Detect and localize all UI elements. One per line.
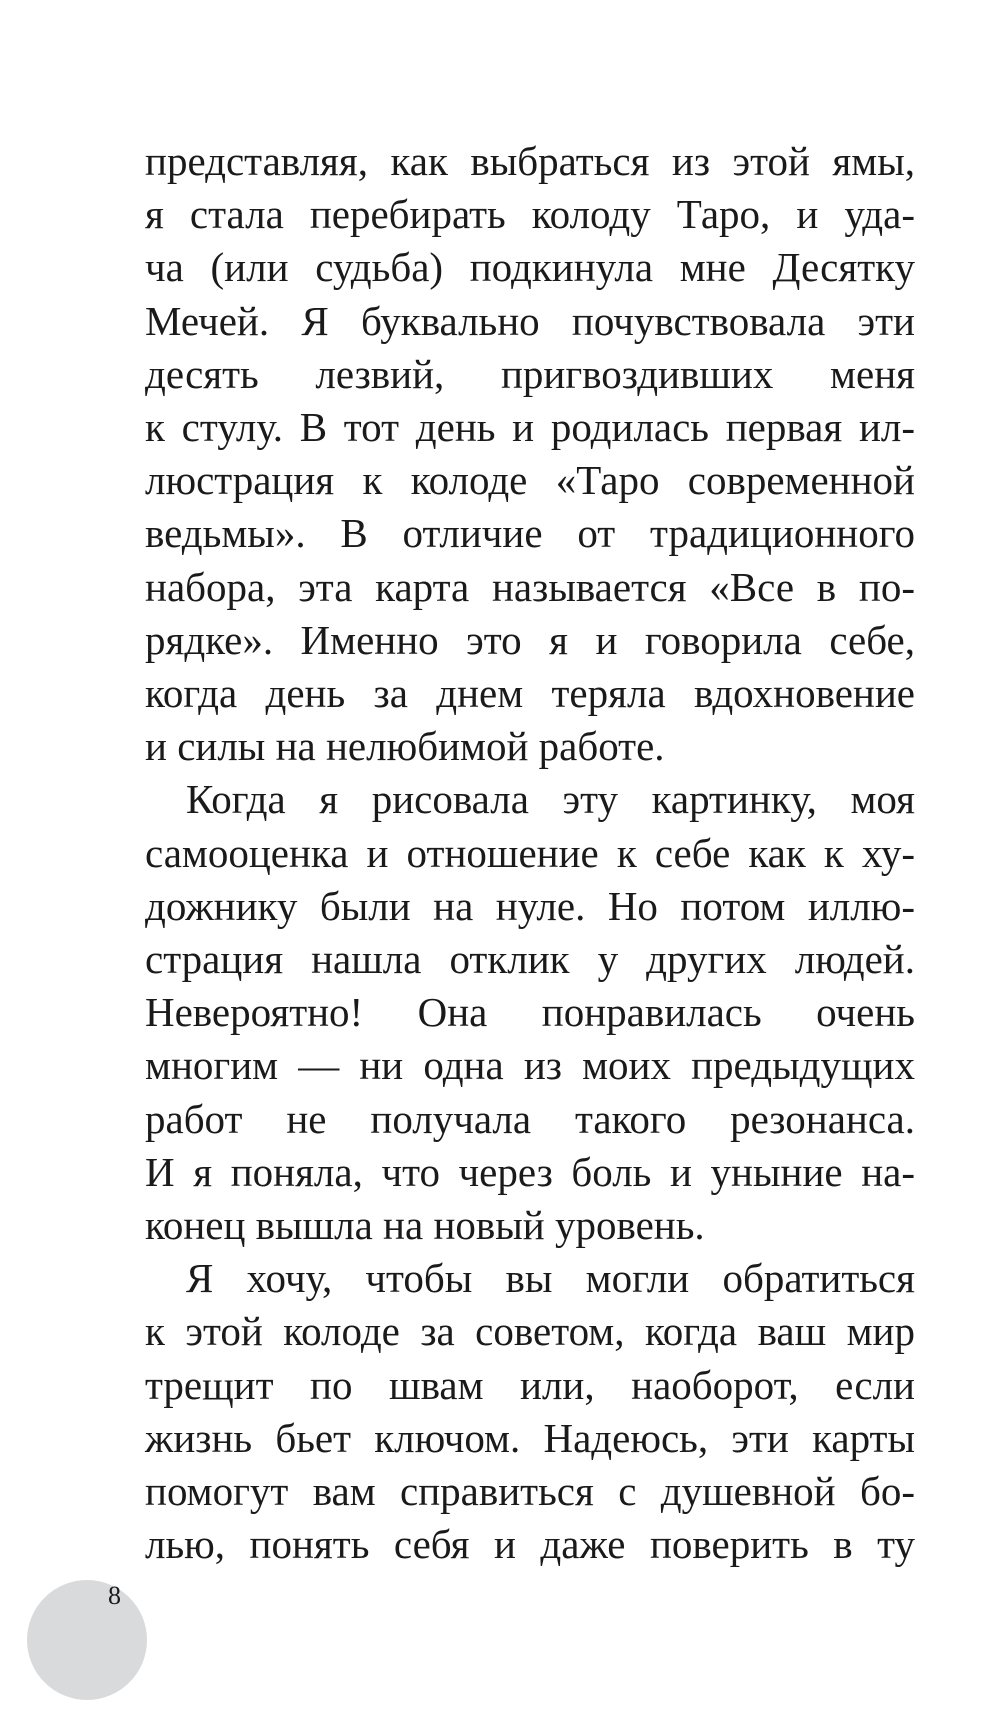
text-line: многим — ни одна из моих предыдущих [145, 1042, 915, 1089]
text-line: представляя, как выбраться из этой ямы, [145, 138, 915, 184]
text-line: ведьмы». В отличие от традиционного [145, 510, 915, 557]
text-line: Я хочу, чтобы вы могли обратиться [186, 1255, 915, 1302]
text-line: я стала перебирать колоду Таро, и уда- [145, 191, 915, 238]
text-line: дожнику были на нуле. Но потом иллю- [145, 882, 915, 929]
body-text [145, 135, 915, 1571]
text-line: Невероятно! Она понравилась очень [145, 989, 915, 1036]
page-number-circle [27, 1580, 147, 1700]
text-line: к стулу. В тот день и родилась первая ил- [145, 404, 915, 451]
page-number: 8 [108, 1581, 121, 1610]
text-line: конец вышла на новый уровень. [145, 1202, 705, 1249]
text-line: жизнь бьет ключом. Надеюсь, эти карты [145, 1414, 915, 1461]
text-line: лью, понять себя и даже поверить в ту [145, 1521, 915, 1568]
text-line: рядке». Именно это я и говорила себе, [145, 616, 915, 663]
paragraph-3 [145, 1252, 915, 1571]
text-line: помогут вам справиться с душевной бо- [145, 1468, 915, 1515]
text-line: Мечей. Я буквально почувствовала эти [145, 297, 915, 344]
text-line: к этой колоде за советом, когда ваш мир [145, 1308, 915, 1355]
text-line: самооценка и отношение к себе как к ху- [145, 829, 915, 876]
text-line: Когда я рисовала эту картинку, моя [186, 776, 915, 823]
text-line: и силы на нелюбимой работе. [145, 723, 665, 770]
paragraph-1 [145, 135, 915, 773]
text-line: страция нашла отклик у других людей. [145, 936, 915, 983]
paragraph-2 [145, 773, 915, 1252]
text-line: люстрация к колоде «Таро современной [145, 457, 915, 504]
text-line: работ не получала такого резонанса. [145, 1095, 915, 1142]
text-line: трещит по швам или, наоборот, если [145, 1361, 915, 1408]
text-line: набора, эта карта называется «Все в по- [145, 563, 915, 610]
text-line: десять лезвий, пригвоздивших меня [145, 350, 915, 397]
text-line: И я поняла, что через боль и уныние на- [145, 1148, 915, 1195]
text-line: ча (или судьба) подкинула мне Десятку [145, 244, 915, 291]
text-line: когда день за днем теряла вдохновение [145, 670, 915, 717]
